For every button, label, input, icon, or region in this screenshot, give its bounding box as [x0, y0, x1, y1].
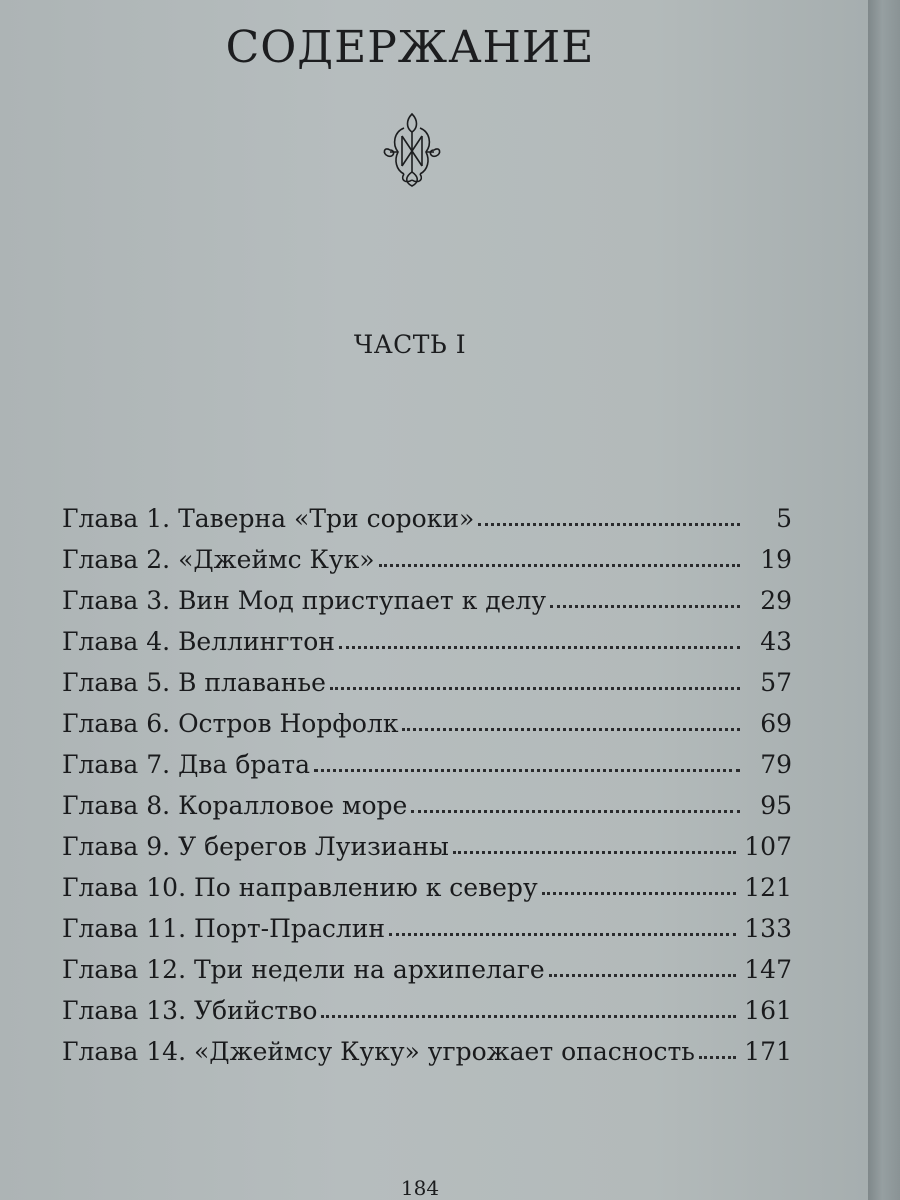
toc-entry-page: 147	[744, 955, 792, 984]
toc-entry	[62, 1025, 792, 1066]
toc-entry-page: 43	[760, 627, 792, 656]
toc-leader-dots	[542, 892, 737, 895]
toc-leader-dots	[549, 974, 737, 977]
toc-entry	[62, 656, 792, 697]
toc-leader-dots	[379, 564, 740, 567]
toc-entry-page: 57	[760, 668, 792, 697]
toc-leader-dots	[389, 933, 736, 936]
toc-entry	[62, 943, 792, 984]
toc-entry	[62, 574, 792, 615]
toc-entry-title: Глава 2. «Джеймс Кук»	[62, 545, 375, 574]
toc-entry-title: Глава 4. Веллингтон	[62, 627, 335, 656]
toc-leader-dots	[478, 523, 740, 526]
toc-entry	[62, 492, 792, 533]
monogram-ornament-icon	[376, 110, 448, 190]
toc-entry	[62, 820, 792, 861]
toc-leader-dots	[550, 605, 740, 608]
toc-entry	[62, 697, 792, 738]
toc-entry-page: 161	[744, 996, 792, 1025]
part-heading: ЧАСТЬ I	[353, 330, 467, 359]
toc-leader-dots	[411, 810, 740, 813]
toc-entry-page: 19	[760, 545, 792, 574]
toc-entry-page: 121	[744, 873, 792, 902]
toc-leader-dots	[453, 851, 736, 854]
toc-entry	[62, 779, 792, 820]
page-title: СОДЕРЖАНИЕ	[225, 22, 595, 73]
toc-leader-dots	[339, 646, 740, 649]
toc-entry-title: Глава 5. В плаванье	[62, 668, 326, 697]
toc-entry-title: Глава 8. Коралловое море	[62, 791, 408, 820]
toc-leader-dots	[330, 687, 740, 690]
toc-entry-page: 29	[760, 586, 792, 615]
toc-entry	[62, 861, 792, 902]
toc-entry-title: Глава 7. Два брата	[62, 750, 311, 779]
toc-entry-title: Глава 14. «Джеймсу Куку» угрожает опасность	[62, 1037, 695, 1066]
toc-entry	[62, 984, 792, 1025]
toc-leader-dots	[402, 728, 740, 731]
toc-leader-dots	[699, 1056, 736, 1059]
page-edge	[868, 0, 900, 1200]
toc-leader-dots	[321, 1015, 736, 1018]
toc-entry-page: 5	[776, 504, 792, 533]
toc-entry-page: 79	[760, 750, 792, 779]
toc-entry-title: Глава 12. Три недели на архипелаге	[62, 955, 545, 984]
toc-entry	[62, 902, 792, 943]
toc-entry-page: 69	[760, 709, 792, 738]
toc-entry	[62, 738, 792, 779]
toc-entry-page: 171	[744, 1037, 792, 1066]
toc-entry-title: Глава 11. Порт-Праслин	[62, 914, 386, 943]
toc-entry	[62, 533, 792, 574]
toc-entry-page: 107	[744, 832, 792, 861]
page-number: 184	[400, 1176, 440, 1200]
toc-entry-title: Глава 9. У берегов Луизианы	[62, 832, 449, 861]
table-of-contents	[62, 492, 792, 1066]
toc-entry-title: Глава 1. Таверна «Три сороки»	[62, 504, 475, 533]
toc-entry-title: Глава 6. Остров Норфолк	[62, 709, 399, 738]
toc-entry-title: Глава 10. По направлению к северу	[62, 873, 538, 902]
toc-leader-dots	[314, 769, 740, 772]
toc-entry-page: 95	[760, 791, 792, 820]
toc-entry-title: Глава 3. Вин Мод приступает к делу	[62, 586, 547, 615]
toc-entry-title: Глава 13. Убийство	[62, 996, 318, 1025]
toc-entry-page: 133	[744, 914, 792, 943]
toc-entry	[62, 615, 792, 656]
